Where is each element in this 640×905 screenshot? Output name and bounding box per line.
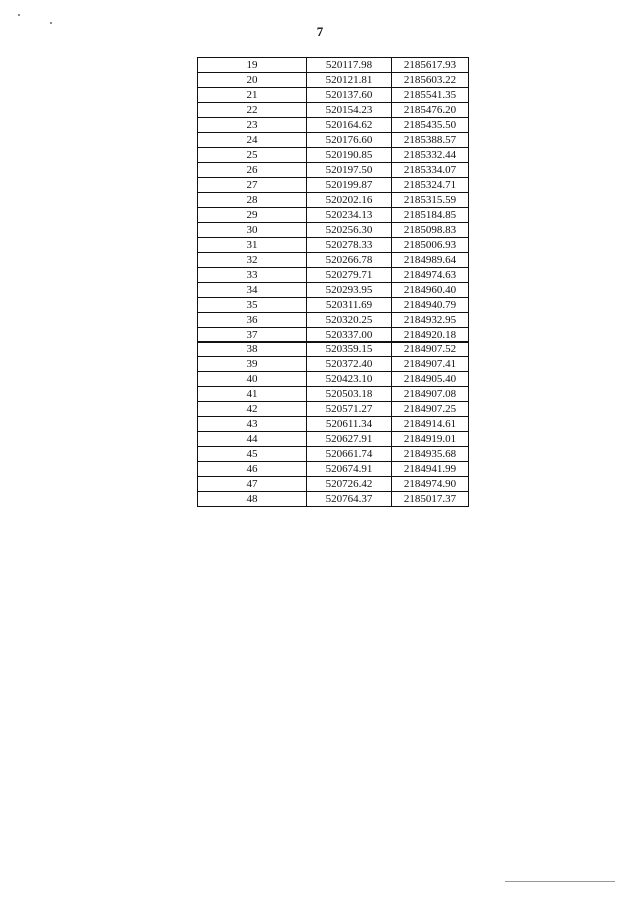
y-coordinate-cell: 2185006.93 (392, 238, 469, 253)
point-number-cell: 26 (198, 163, 307, 178)
y-coordinate-cell: 2184905.40 (392, 372, 469, 387)
table-row (198, 417, 469, 432)
point-number-cell: 24 (198, 133, 307, 148)
y-coordinate-cell: 2184974.90 (392, 477, 469, 492)
point-number-cell: 30 (198, 223, 307, 238)
x-coordinate-cell: 520121.81 (307, 73, 392, 88)
coordinates-table-bottom (197, 341, 469, 507)
point-number-cell: 44 (198, 432, 307, 447)
table-row (198, 88, 469, 103)
x-coordinate-cell: 520627.91 (307, 432, 392, 447)
table-row (198, 208, 469, 223)
y-coordinate-cell: 2185435.50 (392, 118, 469, 133)
point-number-cell: 33 (198, 268, 307, 283)
x-coordinate-cell: 520199.87 (307, 178, 392, 193)
point-number-cell: 19 (198, 58, 307, 73)
point-number-cell: 31 (198, 238, 307, 253)
table-row (198, 163, 469, 178)
point-number-cell: 45 (198, 447, 307, 462)
point-number-cell: 42 (198, 402, 307, 417)
x-coordinate-cell: 520176.60 (307, 133, 392, 148)
table-row (198, 357, 469, 372)
x-coordinate-cell: 520359.15 (307, 342, 392, 357)
x-coordinate-cell: 520311.69 (307, 298, 392, 313)
y-coordinate-cell: 2184907.08 (392, 387, 469, 402)
point-number-cell: 27 (198, 178, 307, 193)
y-coordinate-cell: 2185541.35 (392, 88, 469, 103)
x-coordinate-cell: 520164.62 (307, 118, 392, 133)
x-coordinate-cell: 520137.60 (307, 88, 392, 103)
table-row (198, 73, 469, 88)
point-number-cell: 40 (198, 372, 307, 387)
y-coordinate-cell: 2184919.01 (392, 432, 469, 447)
table-bottom-body (198, 342, 469, 507)
point-number-cell: 46 (198, 462, 307, 477)
table-row (198, 372, 469, 387)
y-coordinate-cell: 2184940.79 (392, 298, 469, 313)
table-row (198, 268, 469, 283)
table-row (198, 148, 469, 163)
point-number-cell: 25 (198, 148, 307, 163)
point-number-cell: 29 (198, 208, 307, 223)
y-coordinate-cell: 2184932.95 (392, 313, 469, 328)
y-coordinate-cell: 2185617.93 (392, 58, 469, 73)
point-number-cell: 20 (198, 73, 307, 88)
x-coordinate-cell: 520372.40 (307, 357, 392, 372)
x-coordinate-cell: 520154.23 (307, 103, 392, 118)
point-number-cell: 37 (198, 328, 307, 343)
x-coordinate-cell: 520674.91 (307, 462, 392, 477)
table-row (198, 298, 469, 313)
table-row (198, 178, 469, 193)
scan-artifact-line (505, 881, 615, 882)
x-coordinate-cell: 520234.13 (307, 208, 392, 223)
x-coordinate-cell: 520117.98 (307, 58, 392, 73)
y-coordinate-cell: 2185334.07 (392, 163, 469, 178)
table-row (198, 387, 469, 402)
point-number-cell: 43 (198, 417, 307, 432)
point-number-cell: 22 (198, 103, 307, 118)
point-number-cell: 34 (198, 283, 307, 298)
x-coordinate-cell: 520571.27 (307, 402, 392, 417)
table-row (198, 447, 469, 462)
y-coordinate-cell: 2184974.63 (392, 268, 469, 283)
point-number-cell: 47 (198, 477, 307, 492)
x-coordinate-cell: 520503.18 (307, 387, 392, 402)
scan-speck (18, 14, 20, 16)
table-row (198, 342, 469, 357)
point-number-cell: 21 (198, 88, 307, 103)
y-coordinate-cell: 2185184.85 (392, 208, 469, 223)
table-row (198, 58, 469, 73)
point-number-cell: 39 (198, 357, 307, 372)
table-row (198, 238, 469, 253)
table-row (198, 223, 469, 238)
table-row (198, 118, 469, 133)
y-coordinate-cell: 2184989.64 (392, 253, 469, 268)
table-row (198, 462, 469, 477)
x-coordinate-cell: 520611.34 (307, 417, 392, 432)
x-coordinate-cell: 520266.78 (307, 253, 392, 268)
table-row (198, 477, 469, 492)
point-number-cell: 36 (198, 313, 307, 328)
y-coordinate-cell: 2185017.37 (392, 492, 469, 507)
x-coordinate-cell: 520337.00 (307, 328, 392, 343)
y-coordinate-cell: 2185388.57 (392, 133, 469, 148)
x-coordinate-cell: 520726.42 (307, 477, 392, 492)
x-coordinate-cell: 520278.33 (307, 238, 392, 253)
x-coordinate-cell: 520423.10 (307, 372, 392, 387)
table-row (198, 103, 469, 118)
x-coordinate-cell: 520197.50 (307, 163, 392, 178)
y-coordinate-cell: 2184941.99 (392, 462, 469, 477)
x-coordinate-cell: 520202.16 (307, 193, 392, 208)
page-number: 7 (316, 24, 324, 39)
coordinates-table-top (197, 57, 469, 343)
point-number-cell: 48 (198, 492, 307, 507)
point-number-cell: 41 (198, 387, 307, 402)
table-top-body (198, 58, 469, 343)
table-row (198, 133, 469, 148)
y-coordinate-cell: 2185603.22 (392, 73, 469, 88)
y-coordinate-cell: 2184935.68 (392, 447, 469, 462)
point-number-cell: 28 (198, 193, 307, 208)
x-coordinate-cell: 520293.95 (307, 283, 392, 298)
y-coordinate-cell: 2184960.40 (392, 283, 469, 298)
point-number-cell: 32 (198, 253, 307, 268)
table-row (198, 253, 469, 268)
x-coordinate-cell: 520256.30 (307, 223, 392, 238)
table-row (198, 492, 469, 507)
y-coordinate-cell: 2184907.52 (392, 342, 469, 357)
y-coordinate-cell: 2185332.44 (392, 148, 469, 163)
point-number-cell: 23 (198, 118, 307, 133)
point-number-cell: 35 (198, 298, 307, 313)
y-coordinate-cell: 2184907.41 (392, 357, 469, 372)
y-coordinate-cell: 2184907.25 (392, 402, 469, 417)
x-coordinate-cell: 520190.85 (307, 148, 392, 163)
y-coordinate-cell: 2185324.71 (392, 178, 469, 193)
table-row (198, 402, 469, 417)
table-row (198, 283, 469, 298)
table-row (198, 313, 469, 328)
y-coordinate-cell: 2184920.18 (392, 328, 469, 343)
x-coordinate-cell: 520661.74 (307, 447, 392, 462)
y-coordinate-cell: 2185315.59 (392, 193, 469, 208)
point-number-cell: 38 (198, 342, 307, 357)
x-coordinate-cell: 520320.25 (307, 313, 392, 328)
y-coordinate-cell: 2185476.20 (392, 103, 469, 118)
x-coordinate-cell: 520279.71 (307, 268, 392, 283)
y-coordinate-cell: 2184914.61 (392, 417, 469, 432)
table-row (198, 193, 469, 208)
y-coordinate-cell: 2185098.83 (392, 223, 469, 238)
x-coordinate-cell: 520764.37 (307, 492, 392, 507)
table-row (198, 432, 469, 447)
